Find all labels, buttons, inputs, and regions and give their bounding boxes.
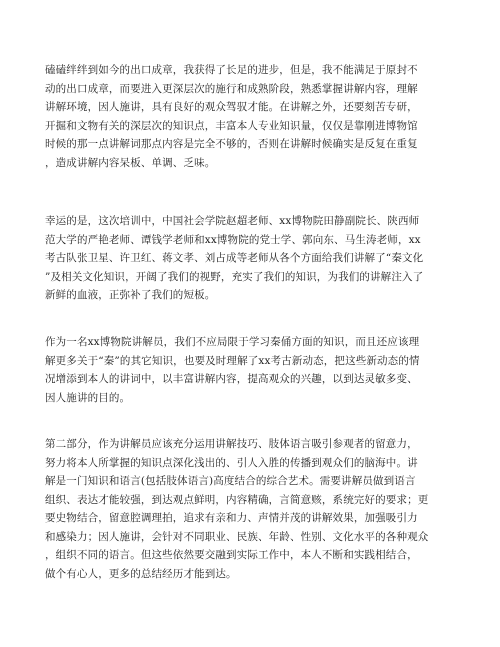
paragraph-2 xyxy=(45,212,457,305)
paragraph-line: 考古队张卫星、许卫红、蒋文孝、刘占成等老师从各个方面给我们讲解了“秦文化 xyxy=(45,252,424,264)
paragraph-line: 范大学的严艳老师、谭钱学老师和xx博物院的党士学、郭向东、马生涛老师，xx xyxy=(45,233,421,246)
paragraph-line: 解更多关于“秦”的其它知识，也要及时理解了xx考古新动态，把这些新动态的情 xyxy=(45,354,420,367)
paragraph-line: 时候的那一点讲解词那点内容是完全不够的，否则在讲解时候确实是反复在重复 xyxy=(45,138,418,150)
paragraph-line: 努力将本人所掌握的知识点深化浅出的、引人入胜的传播到观众们的脑海中。讲 xyxy=(45,456,418,469)
paragraph-line: ”及相关文化知识，开阔了我们的视野，充实了我们的知识，为我们的讲解注入了 xyxy=(45,270,424,283)
paragraph-line: 组织、表达才能较强，到达观点鲜明，内容精确，言简意赅，系统完好的要求；更 xyxy=(45,493,429,506)
paragraph-line: 动的出口成章，而要进入更深层次的施行和成熟阶段，熟悉掌握讲解内容，理解 xyxy=(45,82,418,95)
paragraph-line: 和感染力；因人施讲，会针对不同职业、民族、年龄、性别、文化水平的各种观众 xyxy=(45,530,429,543)
paragraph-line: 磕磕绊绊到如今的出口成章，我获得了长足的进步，但是，我不能满足于原封不 xyxy=(45,64,418,76)
paragraph-line: 要史物结合，留意腔调理拍，追求有亲和力、声情并茂的讲解效果，加强吸引力 xyxy=(45,512,418,524)
paragraph-1 xyxy=(45,61,457,172)
paragraph-line: 作为一名xx博物院讲解员，我们不应局限于学习秦俑方面的知识，而且还应该理 xyxy=(45,336,420,348)
paragraph-3 xyxy=(45,333,457,407)
paragraph-line: 讲解环境，因人施讲，具有良好的观众驾驭才能。在讲解之外，还要刻苦专研， xyxy=(45,101,418,113)
paragraph-line: 况增添到本人的讲词中，以丰富讲解内容，提高观众的兴趣，以到达灵敏多变、 xyxy=(45,373,418,385)
paragraph-line: 做个有心人，更多的总结经历才能到达。 xyxy=(45,567,237,580)
paragraph-line: 第二部分，作为讲解员应该充分运用讲解技巧、肢体语言吸引参观者的留意力， xyxy=(45,438,418,450)
paragraph-line: 解是一门知识和语言(包括肢体语言)高度结合的综合艺术。需要讲解员做到语言 xyxy=(45,475,416,487)
paragraph-line: 幸运的是，这次培训中，中国社会学院赵超老师、xx博物院田静副院长、陕西师 xyxy=(45,215,420,227)
paragraph-line: ，组织不同的语言。但这些依然要交融到实际工作中，本人不断和实践相结合， xyxy=(45,549,418,561)
paragraph-line: ，造成讲解内容呆板、单调、乏味。 xyxy=(45,156,216,169)
paragraph-line: 新鲜的血液，正弥补了我们的短板。 xyxy=(45,289,216,301)
paragraph-line: 开掘和文物有关的深层次的知识点，丰富本人专业知识量，仅仅是靠刚进博物馆 xyxy=(45,119,418,132)
paragraph-4 xyxy=(45,435,457,583)
paragraph-line: 因人施讲的目的。 xyxy=(45,391,131,404)
